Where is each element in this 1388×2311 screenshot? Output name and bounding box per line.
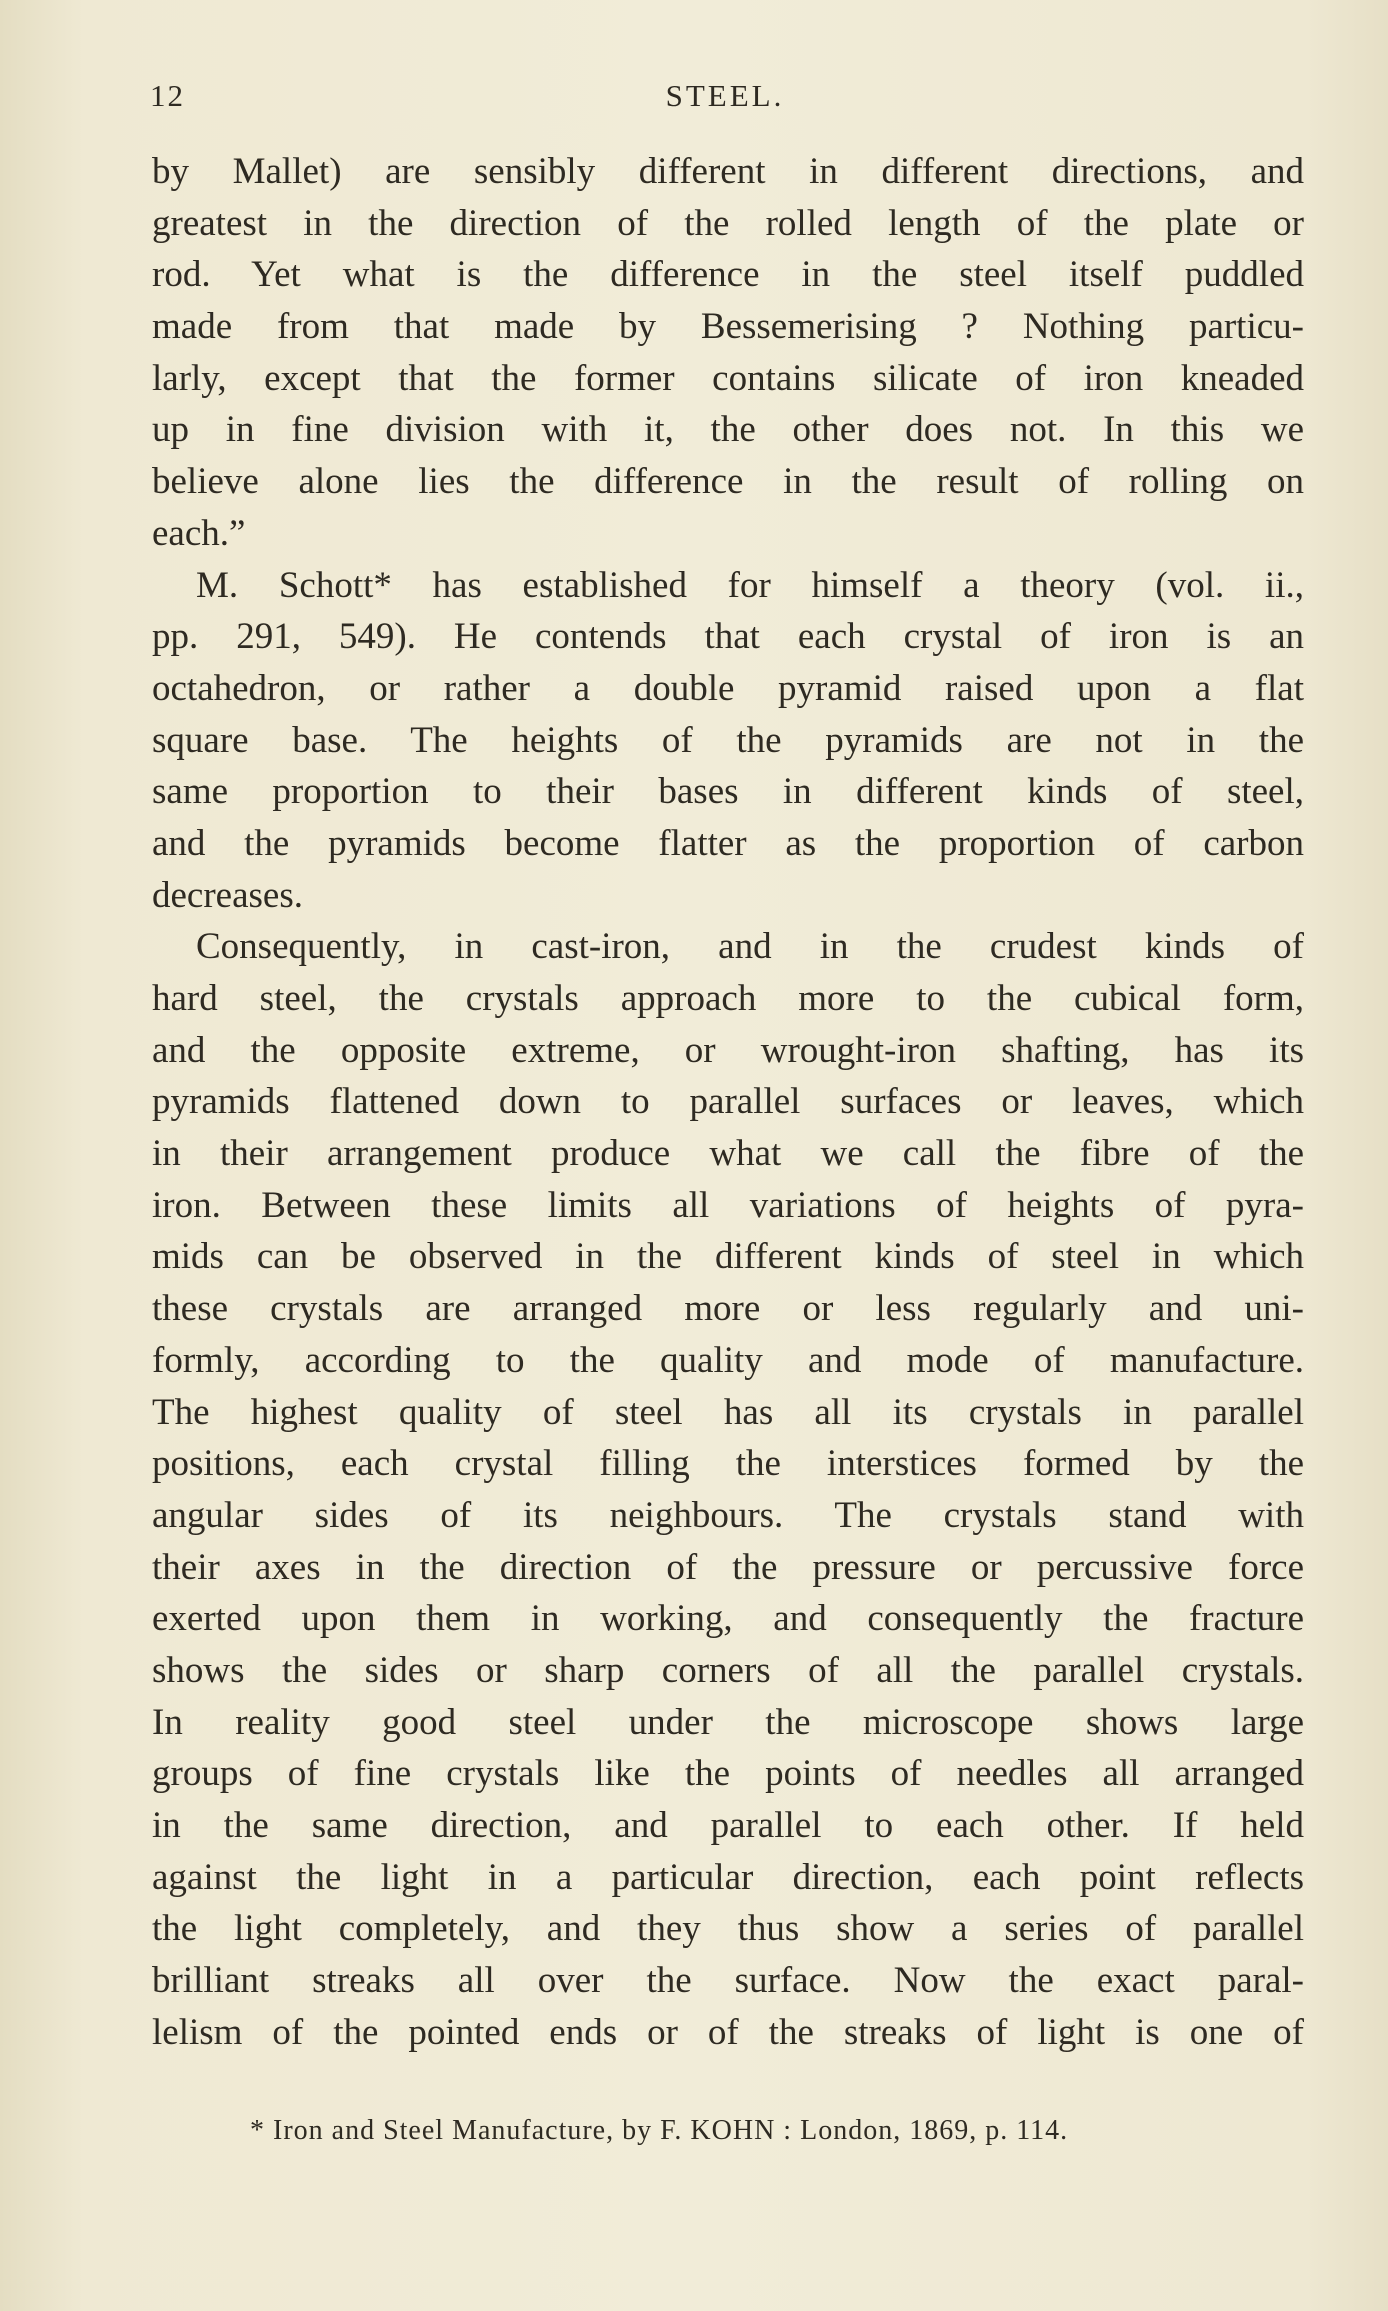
text-line: mids can be observed in the different kinds of steel in which bbox=[152, 1236, 1304, 1278]
text-line: square base. The heights of the pyramids are not in the bbox=[152, 719, 1304, 761]
running-title: STEEL. bbox=[665, 78, 785, 113]
text-line: their axes in the direction of the pressure or percussive force bbox=[152, 1546, 1304, 1588]
text-line: positions, each crystal filling the interstices formed by the bbox=[152, 1443, 1304, 1485]
text-line: brilliant streaks all over the surface. Now the exact paral- bbox=[152, 1960, 1304, 2002]
text-line: believe alone lies the difference in the result of rolling on bbox=[152, 461, 1304, 503]
text-line: and the pyramids become flatter as the proportion of carbon bbox=[152, 822, 1304, 864]
text-line: in the same direction, and parallel to each other. If held bbox=[152, 1805, 1304, 1846]
text-line: larly, except that the former contains silicate of iron kneaded bbox=[152, 357, 1304, 399]
text-line: formly, according to the quality and mode of manufacture. bbox=[152, 1339, 1304, 1381]
text-line: decreases. bbox=[152, 874, 303, 916]
text-line: The highest quality of steel has all its crystals in parallel bbox=[152, 1391, 1304, 1433]
text-line: M. Schott* has established for himself a theory (vol. ii., bbox=[196, 564, 1304, 606]
text-line: up in fine division with it, the other does not. In this we bbox=[152, 409, 1304, 451]
text-line: pyramids flattened down to parallel surfaces or leaves, which bbox=[152, 1081, 1304, 1123]
text-line: exerted upon them in working, and consequently the fracture bbox=[152, 1598, 1304, 1640]
text-line: groups of fine crystals like the points of needles all arranged bbox=[152, 1753, 1304, 1795]
footnote: * Iron and Steel Manufacture, by F. KOHN : London, 1869, p. 114. bbox=[250, 2115, 1069, 2146]
text-line: iron. Between these limits all variations of heights of pyra- bbox=[152, 1184, 1304, 1226]
text-line: the light completely, and they thus show a series of parallel bbox=[152, 1908, 1304, 1950]
text-line: and the opposite extreme, or wrought-iron shafting, has its bbox=[152, 1029, 1304, 1071]
text-line: these crystals are arranged more or less regularly and uni- bbox=[152, 1288, 1304, 1330]
text-line: shows the sides or sharp corners of all the parallel crystals. bbox=[152, 1649, 1304, 1691]
text-line: hard steel, the crystals approach more to the cubical form, bbox=[152, 978, 1304, 1019]
body-text bbox=[152, 146, 1304, 2058]
text-line: rod. Yet what is the difference in the steel itself puddled bbox=[152, 254, 1304, 296]
text-line: pp. 291, 549). He contends that each crystal of iron is an bbox=[152, 616, 1304, 658]
text-line: octahedron, or rather a double pyramid raised upon a flat bbox=[152, 667, 1304, 709]
text-line: In reality good steel under the microscope shows large bbox=[152, 1701, 1304, 1743]
text-line: same proportion to their bases in different kinds of steel, bbox=[152, 771, 1304, 813]
text-line: angular sides of its neighbours. The crystals stand with bbox=[152, 1494, 1304, 1536]
text-line: against the light in a particular direction, each point reflects bbox=[152, 1856, 1304, 1898]
text-line: lelism of the pointed ends or of the streaks of light is one of bbox=[152, 2011, 1304, 2053]
running-head bbox=[150, 78, 1300, 118]
text-line: Consequently, in cast-iron, and in the crudest kinds of bbox=[196, 926, 1304, 968]
page-number: 12 bbox=[150, 78, 185, 113]
text-line: by Mallet) are sensibly different in different directions, and bbox=[152, 151, 1304, 192]
text-line: in their arrangement produce what we call the fibre of the bbox=[152, 1133, 1304, 1175]
text-line: made from that made by Bessemerising ? Nothing particu- bbox=[152, 306, 1304, 348]
text-line: greatest in the direction of the rolled length of the plate or bbox=[152, 202, 1304, 244]
text-line: each.” bbox=[152, 512, 246, 554]
